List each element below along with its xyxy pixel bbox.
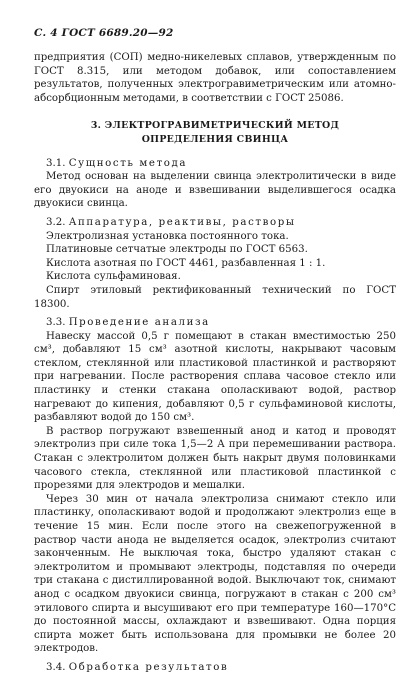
subsection-3-4-heading	[34, 661, 396, 675]
subsection-title: Проведение анализа	[68, 317, 210, 329]
subsection-3-1-heading	[34, 157, 396, 171]
subsection-title: Обработка результатов	[68, 661, 229, 673]
subsection-number: 3.1.	[46, 157, 66, 169]
section-title	[34, 119, 396, 146]
subsection-number: 3.4.	[46, 661, 66, 673]
subsection-3-3-heading	[34, 316, 396, 330]
section-title-line-2: ОПРЕДЕЛЕНИЯ СВИНЦА	[141, 133, 289, 145]
intro-paragraph: предприятия (СОП) медно-никелевых сплавов, утвержденным по ГОСТ 8.315, или методом добавок, или сопоставлением результатов, полученных электрогравиметрическим или атомно-абсорбционным методами, в соответствии с ГОСТ 25086.	[34, 52, 396, 104]
subsection-number: 3.2.	[46, 216, 66, 228]
equipment-item: Электролизная установка постоянного тока.	[46, 230, 289, 242]
equipment-item: Кислота сульфаминовая.	[46, 271, 181, 283]
equipment-item: Спирт этиловый ректификованный технический по ГОСТ 18300.	[34, 284, 396, 310]
procedure-paragraph: В раствор погружают взвешенный анод и катод и проводят электролиз при силе тока 1,5—2 А при перемешивании раствора. Стакан с электролитом должен быть накрыт двумя половинками часового стекла, стеклянной или пластиковой пластинкой с прорезями для электродов и мешалки.	[34, 425, 396, 492]
subsection-3-2-heading	[34, 216, 396, 230]
subsection-title: Сущность метода	[68, 157, 188, 169]
equipment-item: Кислота азотная по ГОСТ 4461, разбавленная 1 : 1.	[46, 257, 326, 269]
procedure-paragraph: Через 30 мин от начала электролиза снимают стекло или пластинку, ополаскивают водой и продолжают электролиз еще в течение 15 мин. Если после этого на свежепогруженной в раствор части анода не выделяется осадок, электролиз считают законченным. Не выключая тока, быстро удаляют стакан с электролитом и промывают электроды, подставляя по очереди три стакана с дистиллированной водой. Выключают ток, снимают анод с осадком двуокиси свинца, погружают в стакан с 200 см³ этилового спирта и высушивают его при температуре 160—170°С до постоянной массы, охлаждают и взвешивают. Одна порция спирта может быть использована для промывки не более 20 электродов.	[34, 493, 396, 655]
procedure-paragraph: Навеску массой 0,5 г помещают в стакан вместимостью 250 см³, добавляют 15 см³ азотной кислоты, накрывают часовым стеклом, стеклянной или пластиковой пластинкой и растворяют при нагревании. После растворения сплава часовое стекло или пластинку и стенки стакана ополаскивают водой, раствор нагревают до кипения, добавляют 0,5 г сульфаминовой кислоты, разбавляют водой до 150 см³.	[34, 330, 396, 424]
page-header: С. 4 ГОСТ 6689.20—92	[34, 27, 174, 39]
equipment-item: Платиновые сетчатые электроды по ГОСТ 6563.	[46, 244, 308, 256]
subsection-title: Аппаратура, реактивы, растворы	[68, 216, 296, 228]
subsection-3-1-text: Метод основан на выделении свинца электролитически в виде его двуокиси на аноде и взвешивании выделившегося осадка двуокиси свинца.	[34, 171, 396, 210]
section-title-line-1: 3. ЭЛЕКТРОГРАВИМЕТРИЧЕСКИЙ МЕТОД	[90, 120, 340, 132]
subsection-number: 3.3.	[46, 317, 66, 329]
